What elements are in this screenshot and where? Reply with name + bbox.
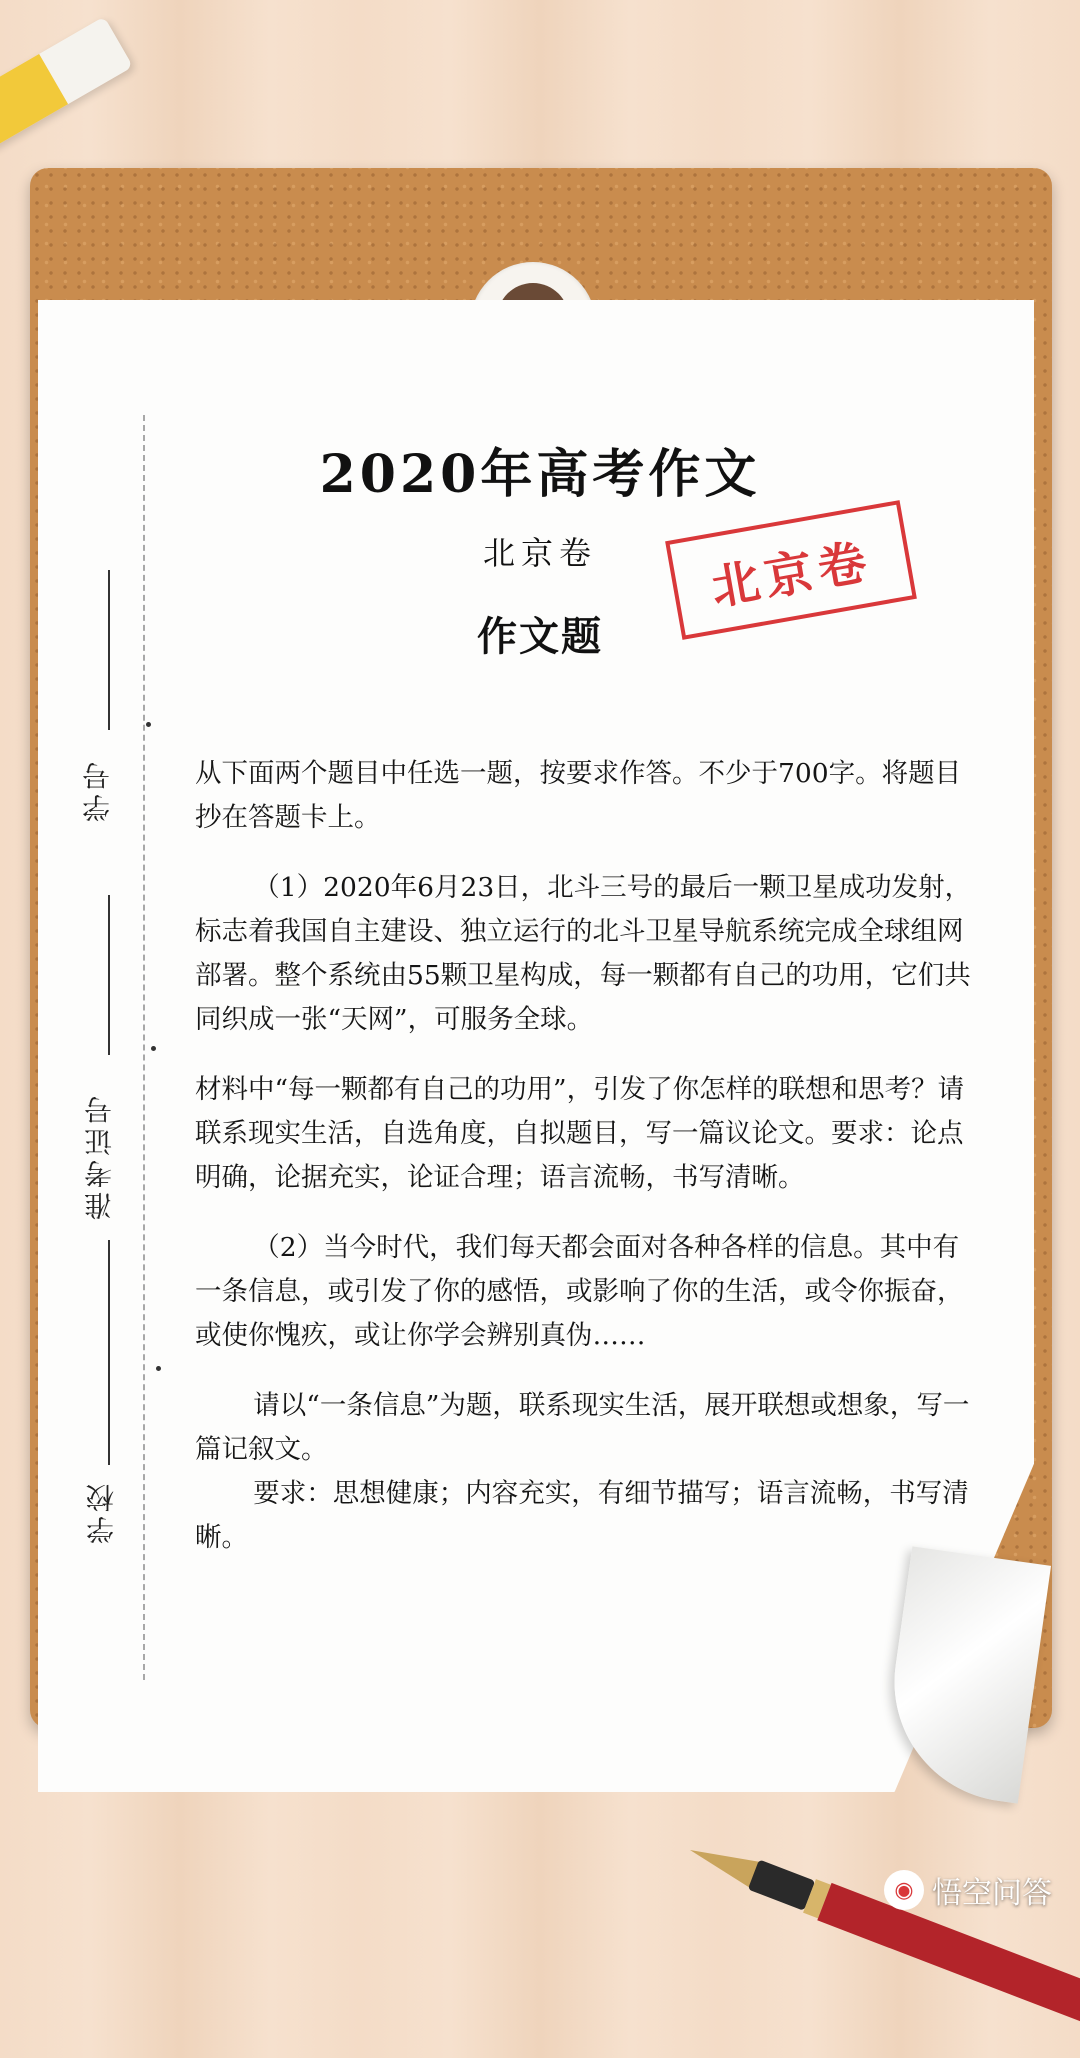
stamp-text: 北京卷 [707,532,877,617]
school-line [108,1240,110,1465]
fountain-pen-decoration [682,1829,1080,2056]
prompt-2-material: （2）当今时代，我们每天都会面对各种各样的信息。其中有一条信息，或引发了你的感悟，或影响了你的生活，或令你振奋，或使你愧疚，或让你学会辨别真伪…… [195,1232,964,1351]
section-heading: 作文题 [477,613,603,660]
page-title: 2020年高考作文 [319,444,761,505]
prompt-body [195,752,985,1586]
instruction-paragraph: 从下面两个题目中任选一题，按要求作答。不少于700字。将题目抄在答题卡上。 [195,758,962,833]
school-label: 学校 [85,1480,118,1544]
prompt-2-requirement: 要求：思想健康；内容充实，有细节描写；语言流畅，书写清晰。 [195,1478,969,1553]
page-subtitle: 北京卷 [482,534,597,572]
eraser-decoration [0,16,133,151]
prompt-1-material: （1）2020年6月23日，北斗三号的最后一颗卫星成功发射，标志着我国自主建设、独立运行的北斗卫星导航系统完成全球组网部署。整个系统由55颗卫星构成，每一颗都有自己的功用，它们共同织成一张“天网”，可服务全球。 [195,872,972,1035]
prompt-2-task: 请以“一条信息”为题，联系现实生活，展开联想或想象，写一篇记叙文。 [195,1390,970,1465]
exam-number-line [108,895,110,1055]
binding-dot [146,722,151,727]
watermark-text: 悟空问答 [932,1876,1052,1911]
wukong-logo-icon: ◉ [884,1870,924,1910]
watermark [884,1868,1052,1912]
student-id-label: 学号 [81,758,114,822]
exam-number-label: 准考证号 [83,1092,116,1220]
prompt-1-requirement: 材料中“每一颗都有自己的功用”，引发了你怎样的联想和思考？请联系现实生活，自选角度，自拟题目，写一篇议论文。要求：论点明确，论据充实，论证合理；语言流畅，书写清晰。 [195,1074,965,1193]
binding-dot [156,1366,161,1371]
binding-dot [151,1046,156,1051]
